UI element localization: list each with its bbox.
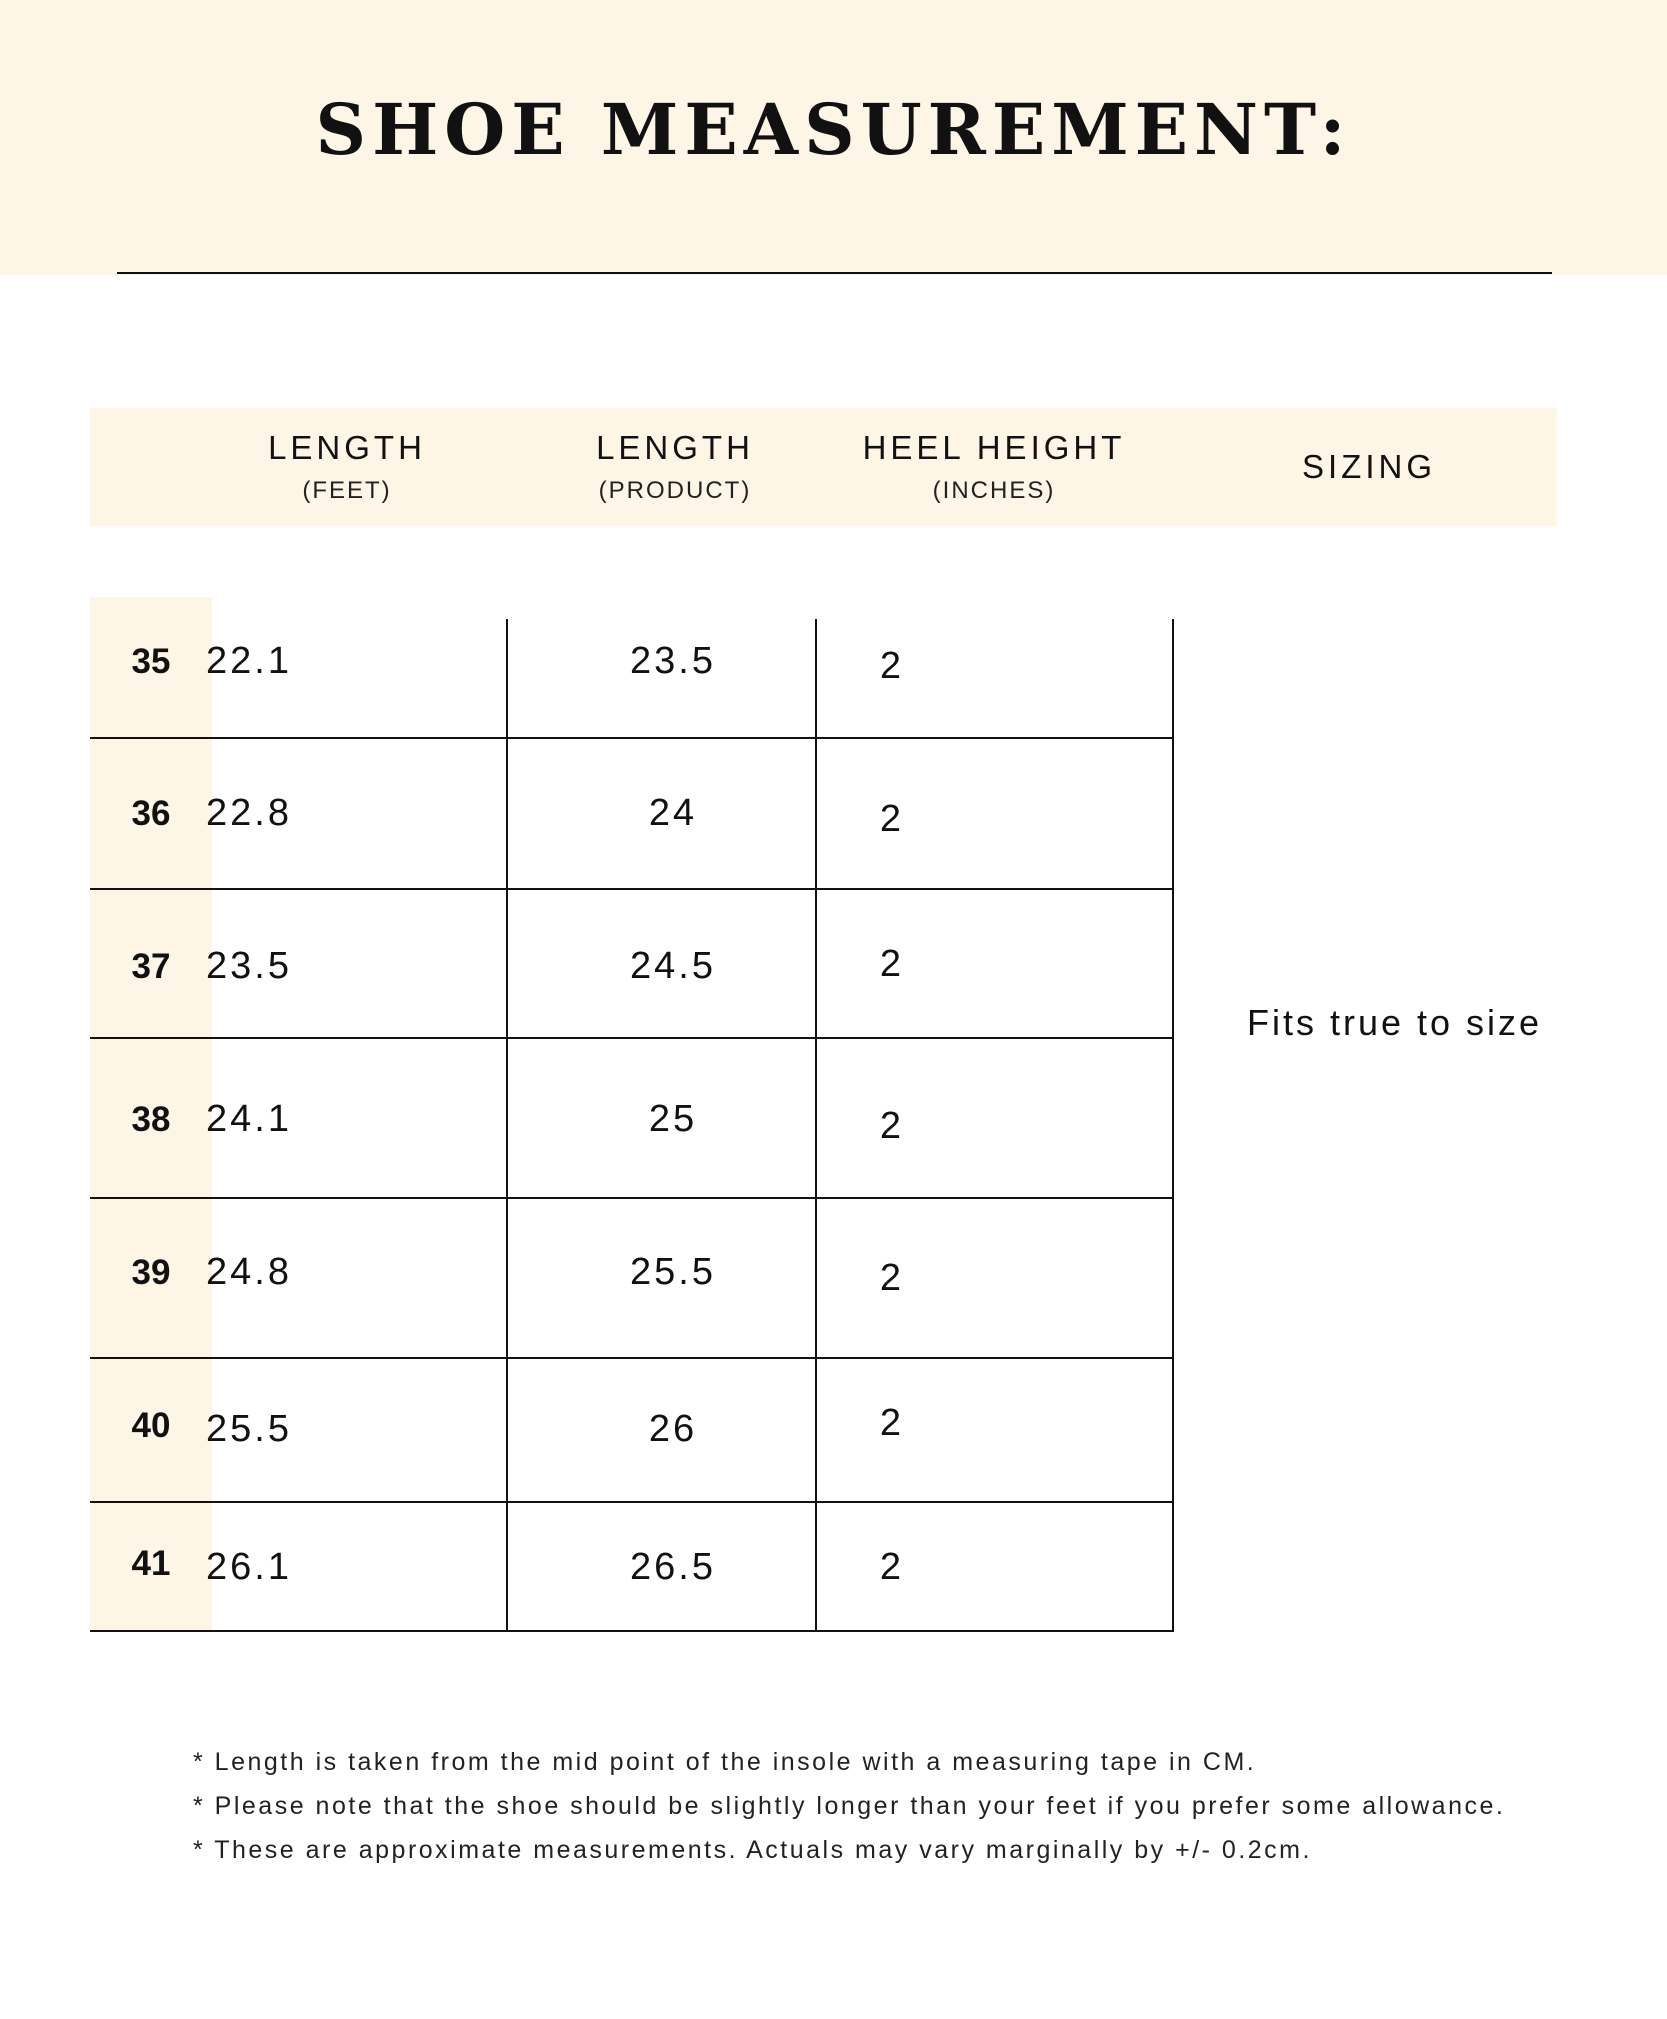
length-feet-value: 22.8 bbox=[206, 792, 292, 834]
heel-height-value: 2 bbox=[879, 798, 905, 840]
heel-height-value: 2 bbox=[879, 943, 905, 985]
length-feet-value: 24.8 bbox=[206, 1251, 292, 1293]
length-feet-value: 24.1 bbox=[206, 1098, 292, 1140]
header-length-product bbox=[515, 408, 835, 526]
heel-height-value: 2 bbox=[879, 1257, 905, 1299]
column-divider-3 bbox=[1172, 619, 1174, 1632]
length-feet-value: 26.1 bbox=[206, 1546, 292, 1588]
header-length-feet-label: LENGTH bbox=[268, 429, 426, 466]
length-product-value: 26.5 bbox=[630, 1546, 716, 1588]
heel-height-value: 2 bbox=[879, 1546, 905, 1588]
size-label: 35 bbox=[131, 642, 171, 681]
footnote: * Length is taken from the mid point of the insole with a measuring tape in CM. bbox=[193, 1748, 1257, 1776]
length-product-value: 25 bbox=[648, 1098, 698, 1140]
header-sizing-label: SIZING bbox=[1301, 448, 1436, 485]
footnotes bbox=[193, 1740, 1613, 1872]
page-title: SHOE MEASUREMENT: bbox=[315, 88, 1352, 171]
row-divider-5 bbox=[90, 1357, 1174, 1359]
header-length-product-unit: (PRODUCT) bbox=[598, 477, 752, 504]
length-feet-value: 23.5 bbox=[206, 945, 292, 987]
size-label: 38 bbox=[131, 1100, 171, 1139]
row-divider-2 bbox=[90, 888, 1174, 890]
row-divider-7 bbox=[90, 1630, 1174, 1632]
length-product-value: 26 bbox=[648, 1408, 698, 1450]
footnote: * Please note that the shoe should be slightly longer than your feet if you prefer some allowance. bbox=[193, 1792, 1506, 1820]
length-product-value: 23.5 bbox=[630, 640, 716, 682]
table-header bbox=[90, 408, 1557, 526]
size-label: 39 bbox=[131, 1253, 171, 1292]
length-feet-value: 25.5 bbox=[206, 1408, 292, 1450]
size-label: 36 bbox=[131, 794, 171, 833]
header-length-product-label: LENGTH bbox=[596, 429, 754, 466]
length-product-value: 24 bbox=[648, 792, 698, 834]
row-divider-6 bbox=[90, 1501, 1174, 1503]
header-sizing bbox=[1209, 408, 1529, 526]
header-heel-height bbox=[834, 408, 1154, 526]
size-label: 37 bbox=[131, 947, 171, 986]
header-heel-height-label: HEEL HEIGHT bbox=[862, 429, 1126, 466]
length-feet-value: 22.1 bbox=[206, 640, 292, 682]
length-product-value: 25.5 bbox=[630, 1251, 716, 1293]
heel-height-value: 2 bbox=[879, 1105, 905, 1147]
row-divider-3 bbox=[90, 1037, 1174, 1039]
header-heel-height-unit: (INCHES) bbox=[932, 477, 1056, 504]
title-divider bbox=[117, 272, 1552, 274]
row-divider-1 bbox=[90, 737, 1174, 739]
length-product-value: 24.5 bbox=[630, 945, 716, 987]
header-length-feet bbox=[187, 408, 507, 526]
size-label: 41 bbox=[131, 1544, 171, 1583]
heel-height-value: 2 bbox=[879, 645, 905, 687]
size-label: 40 bbox=[131, 1406, 171, 1445]
row-divider-4 bbox=[90, 1197, 1174, 1199]
column-divider-1 bbox=[506, 619, 508, 1632]
header-length-feet-unit: (FEET) bbox=[302, 477, 392, 504]
heel-height-value: 2 bbox=[879, 1402, 905, 1444]
footnote: * These are approximate measurements. Actuals may vary marginally by +/- 0.2cm. bbox=[193, 1836, 1312, 1864]
sizing-note: Fits true to size bbox=[1247, 1002, 1543, 1043]
